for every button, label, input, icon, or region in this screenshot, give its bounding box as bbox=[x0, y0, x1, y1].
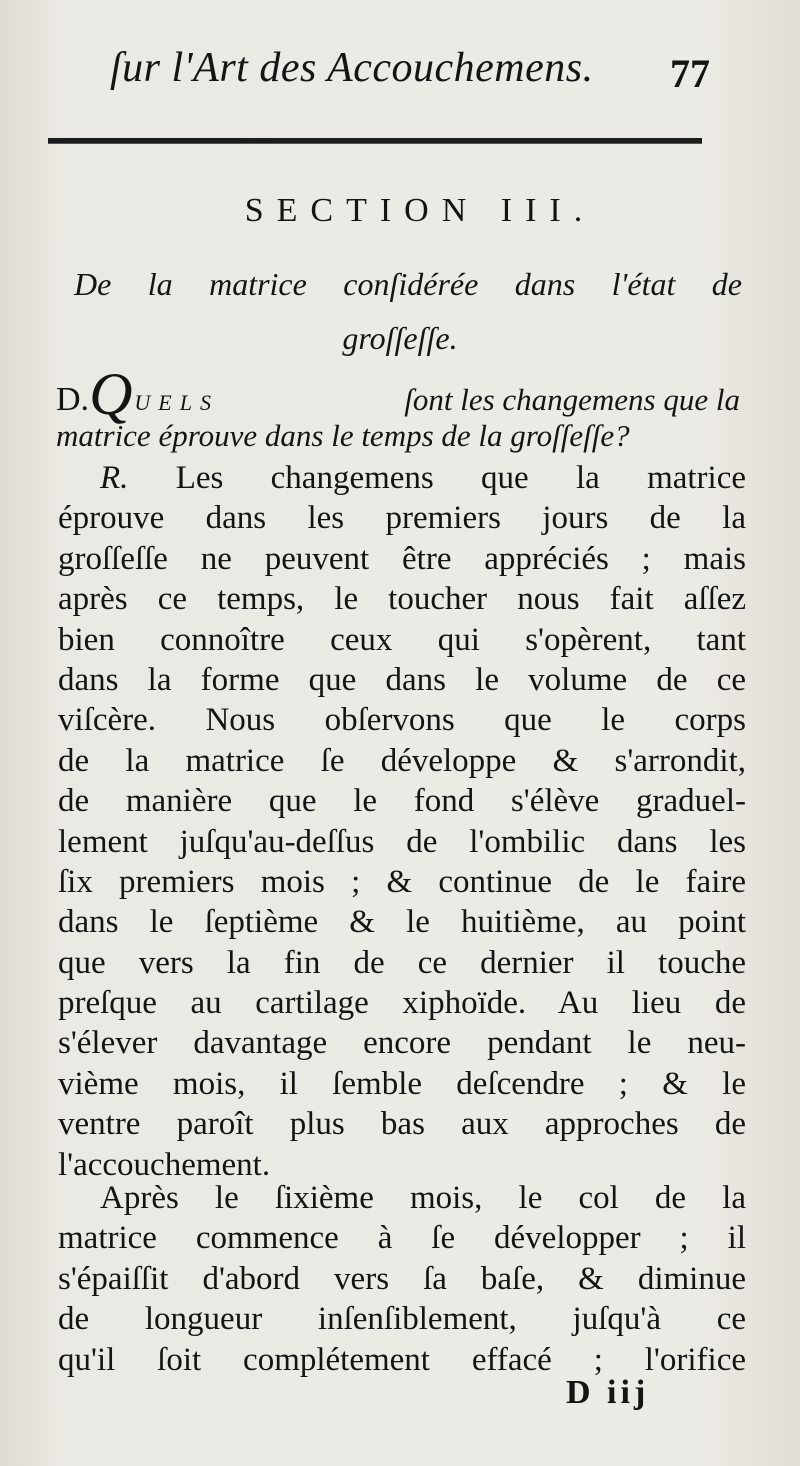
question-line-1-rest: ſont les changemens que la bbox=[404, 382, 740, 417]
header-rule bbox=[48, 138, 702, 144]
answer-label: R. bbox=[100, 460, 129, 496]
answer-first-line-text: Les changemens que la matrice bbox=[175, 460, 746, 496]
text-line: vième mois, il ſemble deſcendre ; & le bbox=[58, 1065, 746, 1102]
second-paragraph bbox=[58, 1178, 746, 1380]
text-line: dans la forme que dans le volume de ce bbox=[58, 661, 746, 698]
text-line: Après le ſixième mois, le col de la bbox=[100, 1180, 746, 1216]
text-line: ventre paroît plus bas aux approches de bbox=[58, 1106, 746, 1143]
text-line: de longueur inſenſiblement, juſqu'à ce bbox=[58, 1301, 746, 1338]
text-line: groſſeſſe ne peuvent être appréciés ; mais bbox=[58, 540, 746, 577]
section-subtitle-line-1: De la matrice conſidérée dans l'état de bbox=[74, 266, 742, 302]
text-line: de la matrice ſe développe & s'arrondit, bbox=[58, 742, 746, 779]
text-line: après ce temps, le toucher nous fait aſſez bbox=[58, 581, 746, 618]
question-small-caps: UELS bbox=[134, 390, 219, 415]
section-subtitle-line-2: groſſeſſe. bbox=[342, 320, 458, 356]
page-number: 77 bbox=[670, 51, 710, 96]
answer-paragraph bbox=[58, 458, 746, 1185]
text-line: s'épaiſſit d'abord vers ſa baſe, & diminue bbox=[58, 1260, 746, 1297]
answer-first-line bbox=[58, 458, 746, 498]
text-line: preſque au cartilage xiphoïde. Au lieu de bbox=[58, 985, 746, 1022]
text-line: matrice commence à ſe développer ; il bbox=[58, 1220, 746, 1257]
text-line: viſcère. Nous obſervons que le corps bbox=[58, 702, 746, 739]
text-line: l'accouchement. bbox=[58, 1146, 271, 1183]
text-line: bien connoître ceux qui s'opèrent, tant bbox=[58, 621, 746, 658]
question-label: D. bbox=[56, 381, 90, 418]
text-line: que vers la fin de ce dernier il touche bbox=[58, 944, 746, 981]
text-line: lement juſqu'au-deſſus de l'ombilic dans les bbox=[58, 823, 746, 860]
text-line: s'élever davantage encore pendant le neu- bbox=[58, 1025, 746, 1062]
drop-cap: Q bbox=[89, 361, 133, 427]
text-line: dans le ſeptième & le huitième, au point bbox=[58, 904, 746, 941]
text-line: ſix premiers mois ; & continue de le faire bbox=[58, 863, 746, 900]
text-line: éprouve dans les premiers jours de la bbox=[58, 500, 746, 537]
text-line: qu'il ſoit complétement effacé ; l'orifice bbox=[58, 1341, 746, 1378]
text-line: de manière que le fond s'élève graduel- bbox=[58, 783, 746, 820]
question-line-2: matrice éprouve dans le temps de la groſſeſſe? bbox=[56, 418, 630, 453]
running-head: ſur l'Art des Accouchemens. bbox=[110, 45, 594, 91]
signature-mark: D iij bbox=[566, 1374, 650, 1411]
section-title: SECTION III. bbox=[244, 192, 596, 229]
